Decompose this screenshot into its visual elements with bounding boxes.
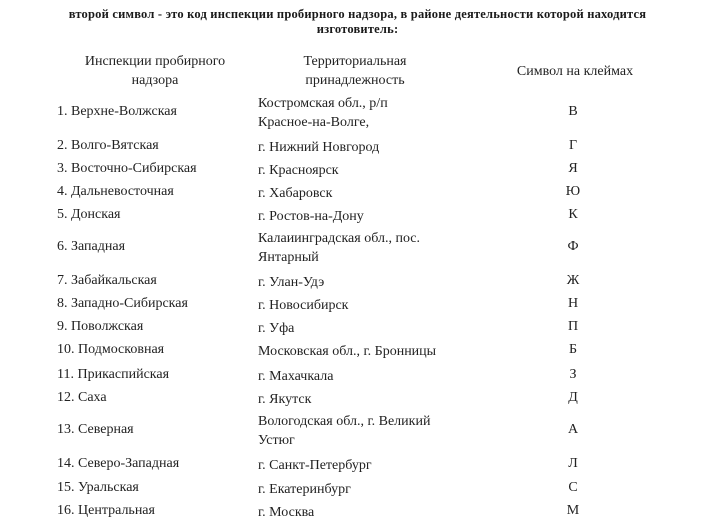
table-row [0, 183, 715, 202]
intro-text [0, 7, 715, 37]
territory-line: Янтарный [258, 250, 319, 265]
table-row [0, 455, 715, 474]
hallmark-symbol: П [567, 318, 579, 334]
header-symbol [490, 62, 660, 81]
header-territory-line-1: Территориальная [303, 54, 407, 69]
territory-line: г. Красноярск [258, 162, 339, 178]
territory-cell [258, 367, 473, 386]
table-row [0, 389, 715, 408]
hallmark-symbol: Б [568, 341, 578, 357]
territory-cell [258, 138, 473, 157]
table-row [0, 479, 715, 498]
hallmark-symbol: Д [568, 389, 578, 405]
hallmark-symbol: Ю [565, 183, 581, 199]
territory-cell [258, 94, 473, 132]
table-row [0, 366, 715, 385]
hallmark-symbol: А [567, 422, 579, 437]
inspection-name: 7. Забайкальская [57, 272, 157, 288]
inspection-name: 13. Северная [57, 422, 134, 437]
header-territory-line-2: принадлежность [305, 73, 405, 88]
hallmark-symbol: Я [568, 160, 578, 176]
territory-line: г. Санкт-Петербург [258, 457, 372, 473]
territory-line: г. Екатеринбург [258, 481, 351, 497]
hallmark-symbol: М [566, 502, 580, 518]
territory-cell [258, 296, 473, 315]
territory-cell [258, 456, 473, 475]
territory-cell [258, 273, 473, 292]
inspection-name: 6. Западная [57, 239, 126, 254]
territory-cell [258, 342, 473, 361]
table-row [0, 160, 715, 179]
inspection-name: 1. Верхне-Волжская [57, 104, 177, 119]
territory-line: г. Нижний Новгород [258, 139, 380, 155]
territory-line: г. Уфа [258, 320, 295, 336]
territory-cell [258, 319, 473, 338]
inspection-name: 12. Саха [57, 389, 107, 405]
territory-cell [258, 503, 473, 522]
territory-cell [258, 480, 473, 499]
intro-line-2: изготовитель: [316, 22, 399, 36]
territory-cell [258, 229, 473, 267]
territory-cell [258, 184, 473, 203]
territory-line: г. Махачкала [258, 368, 334, 384]
territory-line: г. Новосибирск [258, 297, 349, 313]
territory-line: Калаиинградская обл., пос. [258, 231, 421, 246]
territory-cell [258, 207, 473, 226]
territory-line: г. Хабаровск [258, 185, 333, 201]
hallmark-symbol: Г [568, 137, 578, 153]
inspection-name: 2. Волго-Вятская [57, 137, 159, 153]
inspection-name: 9. Поволжская [57, 318, 144, 334]
hallmark-symbol: С [568, 479, 578, 495]
table-row [0, 137, 715, 156]
hallmark-symbol: Л [568, 455, 578, 471]
inspection-name: 4. Дальневосточная [57, 183, 174, 199]
table-row [0, 318, 715, 337]
hallmark-symbol: К [568, 206, 578, 222]
intro-line-1: второй символ - это код инспекции пробирного надзора, в районе деятельности которой находится [68, 7, 647, 21]
inspection-name: 10. Подмосковная [57, 341, 165, 357]
territory-line: Костромская обл., р/п [258, 96, 388, 111]
inspection-name: 11. Прикаспийская [57, 366, 170, 382]
table-row [0, 412, 715, 450]
header-inspection-line-1: Инспекции пробирного [84, 54, 226, 69]
territory-line: г. Ростов-на-Дону [258, 208, 364, 224]
territory-cell [258, 161, 473, 180]
table-row [0, 341, 715, 360]
hallmark-symbol: В [568, 104, 578, 119]
table-row [0, 295, 715, 314]
hallmark-symbol: Н [567, 295, 579, 311]
hallmark-symbol: Ф [567, 239, 579, 254]
hallmark-symbol: З [569, 366, 577, 382]
inspection-name: 8. Западно-Сибирская [57, 295, 188, 311]
territory-line: Красное-на-Волге, [258, 115, 370, 130]
table-row [0, 206, 715, 225]
territory-line: Устюг [258, 433, 295, 448]
header-inspection [60, 52, 250, 90]
inspection-name: 14. Северо-Западная [57, 455, 180, 471]
inspection-name: 15. Уральская [57, 479, 139, 495]
territory-line: Вологодская обл., г. Великий [258, 414, 431, 429]
territory-line: г. Улан-Удэ [258, 274, 325, 290]
territory-cell [258, 390, 473, 409]
inspection-name: 3. Восточно-Сибирская [57, 160, 197, 176]
hallmark-symbol: Ж [566, 272, 580, 288]
territory-line: г. Якутск [258, 391, 312, 407]
table-row [0, 229, 715, 267]
inspection-name: 5. Донская [57, 206, 121, 222]
territory-line: г. Москва [258, 504, 315, 520]
header-territory [265, 52, 445, 90]
territory-cell [258, 412, 473, 450]
territory-line: Московская обл., г. Бронницы [258, 343, 437, 359]
header-inspection-line-2: надзора [131, 73, 179, 88]
header-symbol-text: Символ на клеймах [516, 64, 634, 79]
table-row [0, 272, 715, 291]
table-row [0, 502, 715, 521]
table-row [0, 94, 715, 132]
inspection-name: 16. Центральная [57, 502, 155, 518]
